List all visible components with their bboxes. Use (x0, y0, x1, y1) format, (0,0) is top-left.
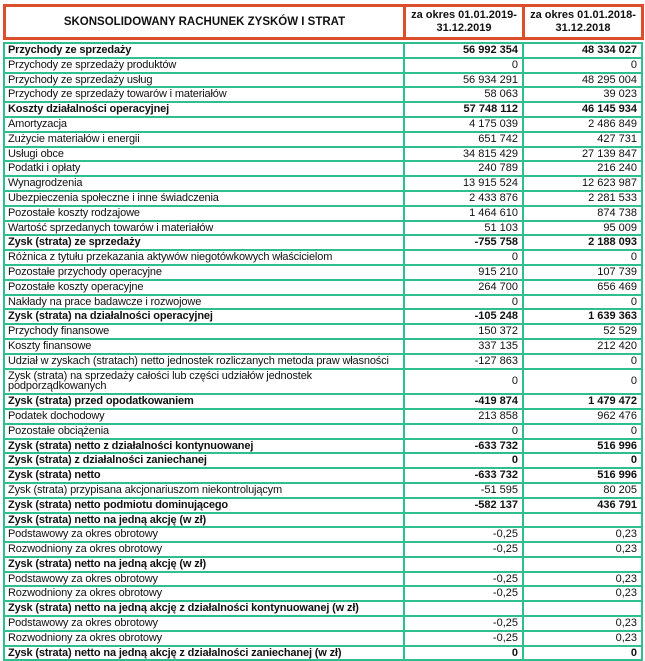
value-2018: 2 486 849 (523, 117, 642, 132)
row-label: Przychody ze sprzedaży (4, 43, 404, 58)
value-2018: 1 479 472 (523, 394, 642, 409)
value-2018: 0 (523, 354, 642, 369)
value-2019: 651 742 (404, 132, 523, 147)
value-2019: 213 858 (404, 409, 523, 424)
row-label: Wartość sprzedanych towarów i materiałów (4, 221, 404, 236)
value-2018: 216 240 (523, 161, 642, 176)
row-label: Usługi obce (4, 147, 404, 162)
value-2018: 0 (523, 58, 642, 73)
column-header-period-2018 (524, 6, 643, 39)
value-2019: 0 (404, 424, 523, 439)
table-row (4, 176, 642, 191)
row-label: Rozwodniony za okres obrotowy (4, 631, 404, 646)
table-row (4, 631, 642, 646)
value-2018: 0,23 (523, 572, 642, 587)
row-label: Przychody ze sprzedaży usług (4, 73, 404, 88)
table-row (4, 453, 642, 468)
row-label: Przychody finansowe (4, 324, 404, 339)
value-2018: 46 145 934 (523, 102, 642, 117)
table-row (4, 483, 642, 498)
table-row (4, 73, 642, 88)
table-row (4, 646, 642, 661)
value-2019: 13 915 524 (404, 176, 523, 191)
row-label: Amortyzacja (4, 117, 404, 132)
table-row (4, 147, 642, 162)
table-row (4, 394, 642, 409)
row-label: Koszty finansowe (4, 339, 404, 354)
table-row (4, 43, 642, 58)
row-label: Podstawowy za okres obrotowy (4, 527, 404, 542)
period-2018-line1: za okres 01.01.2018- (530, 9, 636, 21)
table-row (4, 117, 642, 132)
table-row (4, 468, 642, 483)
value-2019: -633 732 (404, 439, 523, 454)
value-2018: 516 996 (523, 439, 642, 454)
value-2019: 34 815 429 (404, 147, 523, 162)
row-label: Zysk (strata) netto na jedną akcję z działalności kontynuowanej (w zł) (4, 601, 404, 616)
table-row (4, 557, 642, 572)
row-label: Podatek dochodowy (4, 409, 404, 424)
value-2019: -0,25 (404, 631, 523, 646)
row-label: Rozwodniony za okres obrotowy (4, 542, 404, 557)
row-label: Podstawowy za okres obrotowy (4, 616, 404, 631)
row-label: Pozostałe obciążenia (4, 424, 404, 439)
value-2018 (523, 601, 642, 616)
value-2018: 0,23 (523, 631, 642, 646)
value-2019: 0 (404, 58, 523, 73)
column-header-period-2019 (405, 6, 524, 39)
value-2019: -0,25 (404, 586, 523, 601)
table-row (4, 324, 642, 339)
statement-header-table (3, 4, 644, 40)
row-label: Zysk (strata) netto na jedną akcję z działalności zaniechanej (w zł) (4, 646, 404, 661)
value-2018: 52 529 (523, 324, 642, 339)
statement-title: SKONSOLIDOWANY RACHUNEK ZYSKÓW I STRAT (5, 6, 405, 39)
value-2018: 436 791 (523, 498, 642, 513)
table-row (4, 221, 642, 236)
value-2019: -582 137 (404, 498, 523, 513)
value-2019: 264 700 (404, 280, 523, 295)
value-2018: 27 139 847 (523, 147, 642, 162)
value-2018: 0 (523, 453, 642, 468)
value-2018: 2 188 093 (523, 235, 642, 250)
table-row (4, 309, 642, 324)
table-row (4, 295, 642, 310)
table-row (4, 102, 642, 117)
row-label: Zysk (strata) netto na jedną akcję (w zł) (4, 557, 404, 572)
value-2018: 1 639 363 (523, 309, 642, 324)
value-2019: -755 758 (404, 235, 523, 250)
value-2019: 4 175 039 (404, 117, 523, 132)
value-2019: 240 789 (404, 161, 523, 176)
value-2019: 58 063 (404, 87, 523, 102)
value-2019: 1 464 610 (404, 206, 523, 221)
value-2019: -105 248 (404, 309, 523, 324)
value-2018: 0 (523, 646, 642, 661)
table-row (4, 424, 642, 439)
table-row (4, 601, 642, 616)
table-row (4, 572, 642, 587)
period-2019-line1: za okres 01.01.2019- (411, 9, 517, 21)
table-row (4, 250, 642, 265)
statement-data-table (3, 42, 643, 661)
value-2018: 0 (523, 369, 642, 395)
statement-table-body (4, 43, 642, 660)
table-row (4, 87, 642, 102)
value-2018: 874 738 (523, 206, 642, 221)
value-2018: 516 996 (523, 468, 642, 483)
value-2019: -0,25 (404, 542, 523, 557)
value-2018: 0,23 (523, 616, 642, 631)
value-2019: 0 (404, 369, 523, 395)
value-2018: 48 334 027 (523, 43, 642, 58)
table-row (4, 354, 642, 369)
table-row (4, 191, 642, 206)
value-2019 (404, 601, 523, 616)
value-2018: 0 (523, 424, 642, 439)
value-2019: -633 732 (404, 468, 523, 483)
row-label: Zysk (strata) netto z działalności kontynuowanej (4, 439, 404, 454)
row-label: Nakłady na prace badawcze i rozwojowe (4, 295, 404, 310)
row-label: Koszty działalności operacyjnej (4, 102, 404, 117)
value-2018: 0 (523, 295, 642, 310)
value-2018: 656 469 (523, 280, 642, 295)
value-2018: 0 (523, 250, 642, 265)
period-2019-line2: 31.12.2019 (436, 22, 492, 34)
value-2018: 212 420 (523, 339, 642, 354)
table-row (4, 161, 642, 176)
row-label: Rozwodniony za okres obrotowy (4, 586, 404, 601)
row-label: Zysk (strata) z działalności zaniechanej (4, 453, 404, 468)
table-row (4, 206, 642, 221)
row-label: Udział w zyskach (stratach) netto jednostek rozliczanych metoda praw własności (4, 354, 404, 369)
value-2019: -0,25 (404, 572, 523, 587)
table-row (4, 586, 642, 601)
value-2019: -51 595 (404, 483, 523, 498)
table-row (4, 409, 642, 424)
value-2018: 0,23 (523, 527, 642, 542)
table-row (4, 132, 642, 147)
table-row (4, 498, 642, 513)
row-label: Zysk (strata) na działalności operacyjnej (4, 309, 404, 324)
table-row (4, 339, 642, 354)
table-row (4, 527, 642, 542)
row-label: Wynagrodzenia (4, 176, 404, 191)
value-2018: 12 623 987 (523, 176, 642, 191)
row-label: Ubezpieczenia społeczne i inne świadczenia (4, 191, 404, 206)
row-label: Zysk (strata) netto podmiotu dominującego (4, 498, 404, 513)
table-row (4, 369, 642, 395)
table-row (4, 542, 642, 557)
value-2019: -0,25 (404, 616, 523, 631)
value-2019: 57 748 112 (404, 102, 523, 117)
value-2019: 337 135 (404, 339, 523, 354)
row-label: Zysk (strata) przypisana akcjonariuszom niekontrolującym (4, 483, 404, 498)
table-row (4, 439, 642, 454)
value-2019: 56 992 354 (404, 43, 523, 58)
value-2019: 0 (404, 453, 523, 468)
table-row (4, 265, 642, 280)
value-2019: -0,25 (404, 527, 523, 542)
value-2018: 0,23 (523, 542, 642, 557)
value-2018: 427 731 (523, 132, 642, 147)
row-label: Pozostałe koszty operacyjne (4, 280, 404, 295)
value-2019: 0 (404, 250, 523, 265)
value-2018: 107 739 (523, 265, 642, 280)
value-2018 (523, 557, 642, 572)
row-label: Zysk (strata) ze sprzedaży (4, 235, 404, 250)
row-label: Zysk (strata) netto na jedną akcję (w zł) (4, 513, 404, 528)
value-2018 (523, 513, 642, 528)
value-2018: 95 009 (523, 221, 642, 236)
row-label: Podstawowy za okres obrotowy (4, 572, 404, 587)
row-label: Różnica z tytułu przekazania aktywów niegotówkowych właścicielom (4, 250, 404, 265)
row-label: Przychody ze sprzedaży towarów i materiałów (4, 87, 404, 102)
row-label: Przychody ze sprzedaży produktów (4, 58, 404, 73)
value-2019: -419 874 (404, 394, 523, 409)
table-row (4, 280, 642, 295)
row-label: Zysk (strata) netto (4, 468, 404, 483)
row-label: Pozostałe przychody operacyjne (4, 265, 404, 280)
value-2019: 51 103 (404, 221, 523, 236)
header-row (5, 6, 643, 39)
row-label: Zysk (strata) przed opodatkowaniem (4, 394, 404, 409)
value-2019: 56 934 291 (404, 73, 523, 88)
row-label: Podatki i opłaty (4, 161, 404, 176)
table-row (4, 58, 642, 73)
value-2018: 2 281 533 (523, 191, 642, 206)
value-2018: 39 023 (523, 87, 642, 102)
value-2018: 962 476 (523, 409, 642, 424)
value-2018: 48 295 004 (523, 73, 642, 88)
row-label: Zużycie materiałów i energii (4, 132, 404, 147)
row-label: Pozostałe koszty rodzajowe (4, 206, 404, 221)
value-2018: 0,23 (523, 586, 642, 601)
table-row (4, 513, 642, 528)
period-2018-line2: 31.12.2018 (555, 22, 611, 34)
value-2019: -127 863 (404, 354, 523, 369)
table-row (4, 235, 642, 250)
value-2018: 80 205 (523, 483, 642, 498)
value-2019: 0 (404, 295, 523, 310)
value-2019: 2 433 876 (404, 191, 523, 206)
value-2019: 915 210 (404, 265, 523, 280)
value-2019 (404, 557, 523, 572)
value-2019 (404, 513, 523, 528)
table-row (4, 616, 642, 631)
row-label: Zysk (strata) na sprzedaży całości lub części udziałów jednostek podporządkowanych (4, 369, 404, 395)
value-2019: 150 372 (404, 324, 523, 339)
value-2019: 0 (404, 646, 523, 661)
